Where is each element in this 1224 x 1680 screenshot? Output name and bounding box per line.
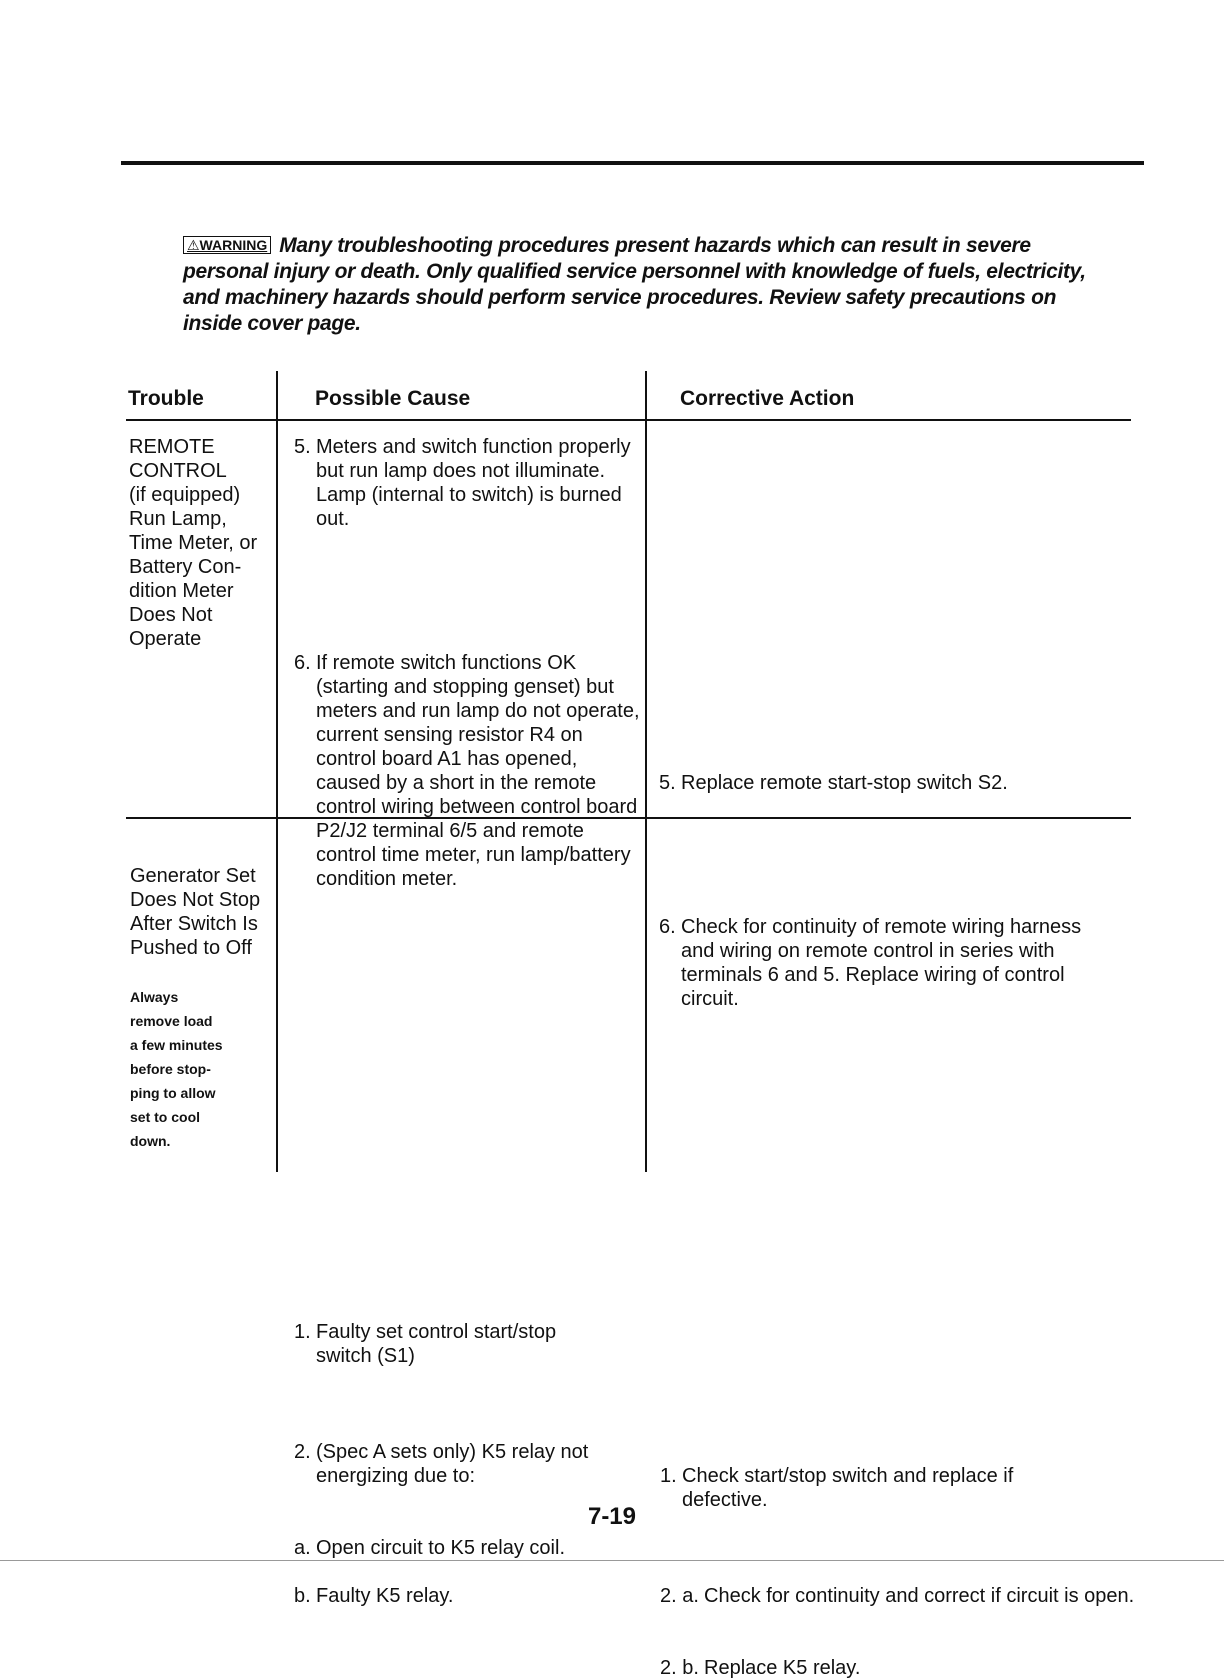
header-corrective-action: Corrective Action	[680, 387, 855, 410]
cause-number: a.	[294, 1537, 311, 1559]
row1-cause-6	[294, 651, 640, 891]
page-number: 7-19	[587, 1503, 637, 1530]
row2-note	[130, 985, 270, 1153]
cause-number: 1.	[294, 1321, 311, 1343]
cause-text: Faulty K5 relay.	[316, 1585, 454, 1607]
trouble-line: CONTROL	[129, 460, 227, 482]
cause-number: b.	[294, 1585, 311, 1607]
note-line: before stop-	[130, 1061, 211, 1077]
row2-cause-1	[294, 1320, 616, 1368]
header-rule	[126, 419, 1131, 421]
action-number: 5.	[659, 772, 676, 794]
action-number: 6.	[659, 916, 676, 938]
header-possible-cause: Possible Cause	[315, 387, 471, 410]
note-line: Always	[130, 989, 179, 1005]
bottom-rule	[0, 1560, 1224, 1561]
trouble-line: Battery Con-	[129, 556, 242, 578]
trouble-line: Pushed to Off	[130, 937, 252, 959]
top-rule	[121, 161, 1144, 165]
row2-cause-b	[294, 1584, 656, 1608]
action-number: 2. a.	[660, 1585, 699, 1607]
trouble-line: Generator Set	[130, 865, 256, 887]
trouble-line: After Switch Is	[130, 913, 258, 935]
action-text: Check start/stop switch and replace if defective.	[682, 1465, 1014, 1511]
trouble-line: REMOTE	[129, 436, 215, 458]
cause-number: 6.	[294, 652, 311, 674]
cause-number: 2.	[294, 1441, 311, 1463]
row1-action-6	[659, 915, 1091, 1011]
note-line: remove load	[130, 1013, 213, 1029]
trouble-line: dition Meter	[129, 580, 234, 602]
note-line: set to cool	[130, 1109, 201, 1125]
cause-text: If remote switch functions OK (starting and stopping genset) but meters and run lamp do not operate, current sensing resistor R4 on control board A1 has opened, caused by a short in the remote control wiring between control board P2/J2 terminal 6/5 and remote control time meter, run lamp/battery condition meter.	[316, 652, 640, 890]
header-trouble: Trouble	[128, 387, 204, 410]
action-text: Replace K5 relay.	[704, 1657, 861, 1679]
warning-block	[183, 233, 1098, 337]
column-divider-2	[645, 371, 647, 1172]
action-number: 2. b.	[660, 1657, 699, 1679]
note-line: down.	[130, 1133, 171, 1149]
trouble-line: (if equipped)	[129, 484, 241, 506]
action-number: 1.	[660, 1465, 677, 1487]
cause-text: Faulty set control start/stop switch (S1)	[316, 1321, 557, 1367]
row2-cause-a	[294, 1536, 656, 1560]
note-line: a few minutes	[130, 1037, 223, 1053]
cause-text: Meters and switch function properly but run lamp does not illuminate. Lamp (internal to switch) is burned out.	[316, 436, 631, 530]
row1-cause-5	[294, 435, 640, 531]
row1-action-5	[659, 771, 1101, 795]
trouble-line: Does Not	[129, 604, 213, 626]
action-text: Replace remote start-stop switch S2.	[681, 772, 1008, 794]
cause-text: (Spec A sets only) K5 relay not energizing due to:	[316, 1441, 589, 1487]
action-text: Check for continuity and correct if circuit is open.	[704, 1585, 1135, 1607]
cause-number: 5.	[294, 436, 311, 458]
note-line: ping to allow	[130, 1085, 216, 1101]
row2-action-2b	[660, 1656, 1144, 1680]
row1-trouble	[129, 435, 275, 651]
trouble-line: Run Lamp,	[129, 508, 227, 530]
trouble-line: Does Not Stop	[130, 889, 261, 911]
column-divider-1	[276, 371, 278, 1172]
warning-text: Many troubleshooting procedures present hazards which can result in severe personal injury or death. Only qualified service personnel with knowledge of fuels, electricity, and machinery hazards should perform service procedures. Review safety precautions on inside cover page.	[183, 234, 1086, 335]
cause-text: Open circuit to K5 relay coil.	[316, 1537, 565, 1559]
row2-trouble	[130, 864, 276, 960]
trouble-line: Time Meter, or	[129, 532, 258, 554]
row2-action-2a	[660, 1584, 1144, 1608]
trouble-line: Operate	[129, 628, 202, 650]
row2-cause-2	[294, 1440, 646, 1488]
warning-tag: ⚠WARNING	[183, 236, 271, 254]
action-text: Check for continuity of remote wiring harness and wiring on remote control in series with terminals 6 and 5. Replace wiring of control circuit.	[681, 916, 1082, 1010]
